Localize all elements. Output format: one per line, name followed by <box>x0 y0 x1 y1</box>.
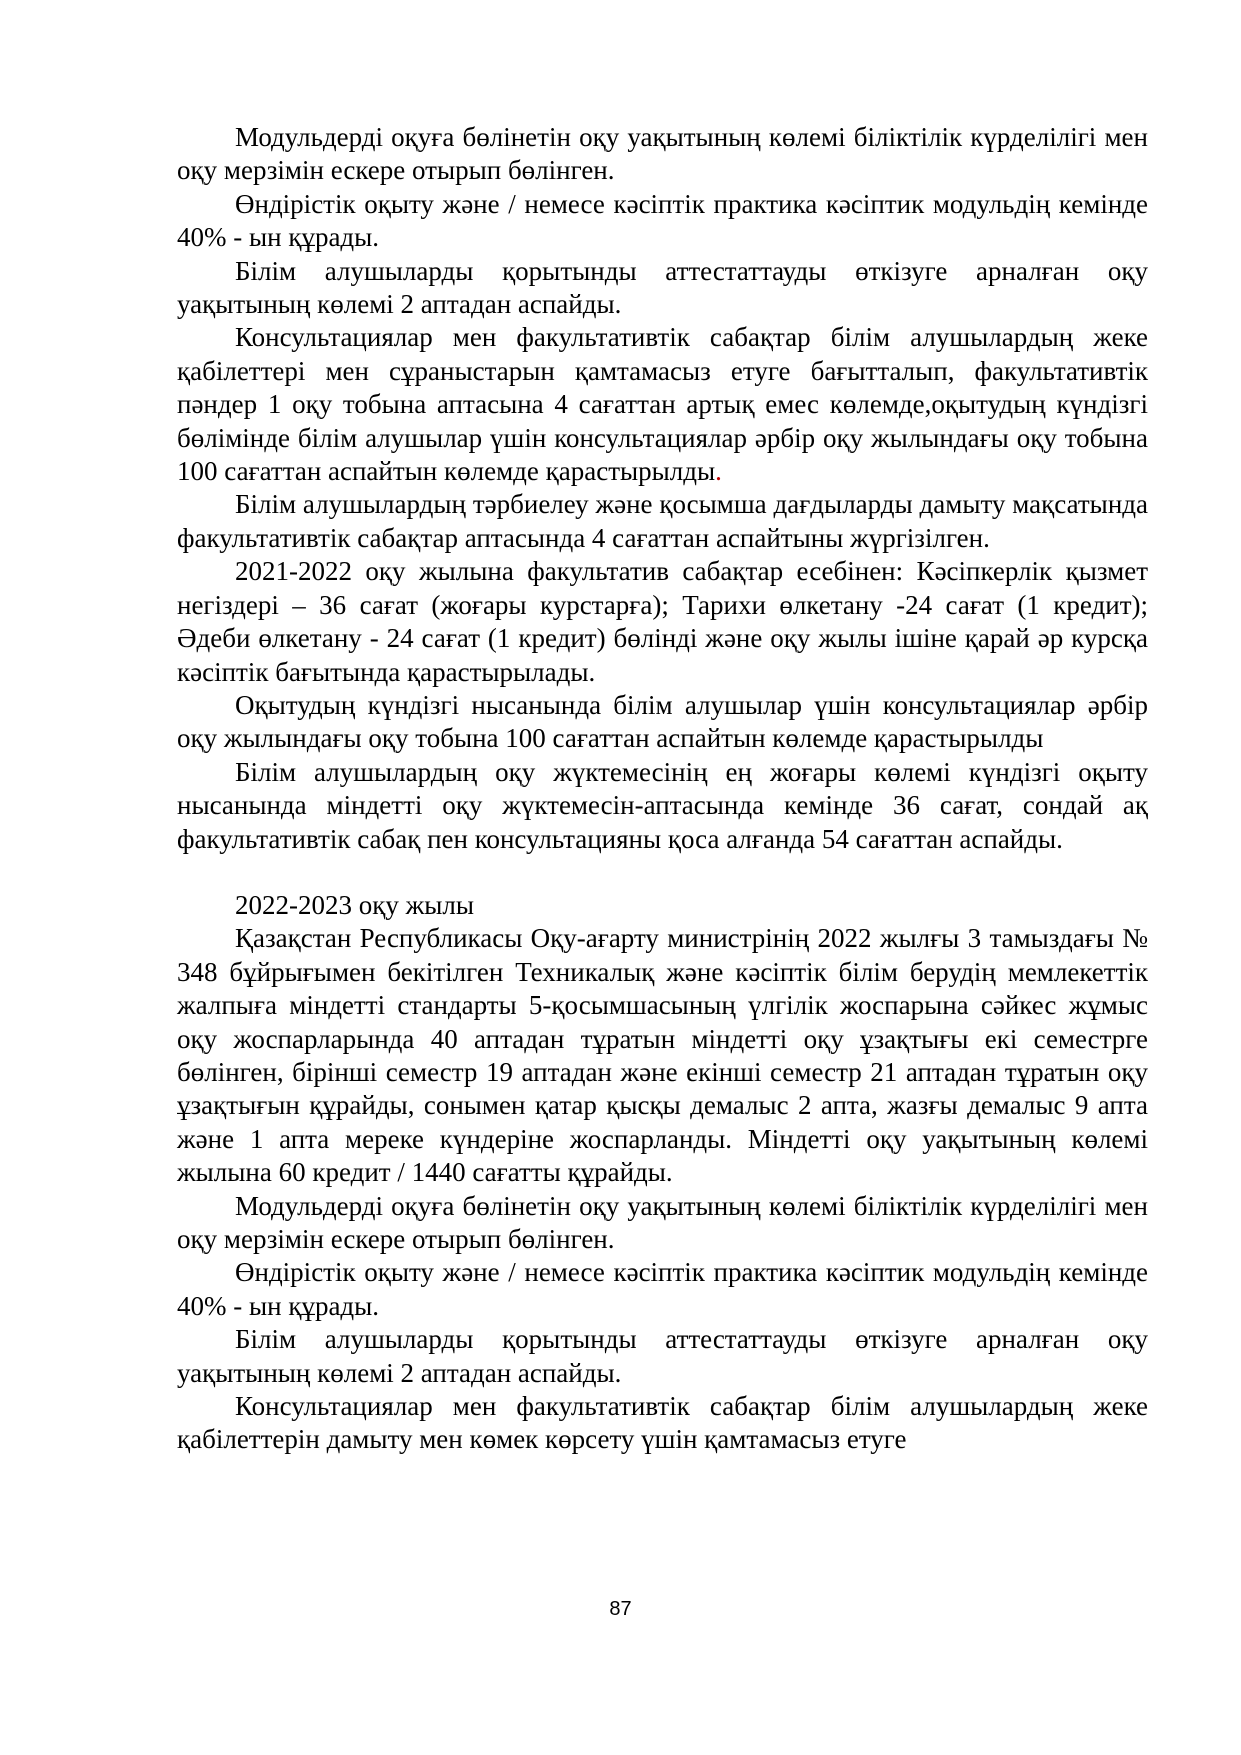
paragraph-text: Консультациялар мен факультативтік сабақтар білім алушылардың жеке қабілеттері мен сұраныстарын қамтамасыз етуге бағытталып, факультативтік пәндер 1 оқу тобына аптасына 4 сағаттан артық емес көлемде,оқытудың күндізгі бөлімінде білім алушылар үшін консультациялар әрбір оқу жылындағы оқу тобына 100 сағаттан аспайтын көлемде қарастырылды <box>177 322 1148 487</box>
paragraph: Білім алушылардың оқу жүктемесінің ең жоғары көлемі күндізгі оқыту нысанында міндетті оқу жүктемесін-аптасында кемінде 36 сағат, сондай ақ факультативтік сабақ пен консультацияны қоса алғанда 54 сағаттан аспайды. <box>177 756 1148 854</box>
paragraph: Модульдерді оқуға бөлінетін оқу уақытының көлемі біліктілік күрделілігі мен оқу мерзімін ескере отырып бөлінген. <box>177 122 1148 186</box>
paragraph: Оқытудың күндізгі нысанында білім алушылар үшін консультациялар әрбір оқу жылындағы оқу тобына 100 сағаттан аспайтын көлемде қарастырылды <box>177 689 1148 754</box>
paragraph: Білім алушыларды қорытынды аттестаттауды өткізуге арналған оқу уақытының көлемі 2 аптадан аспайды. <box>177 1324 1148 1388</box>
paragraph <box>177 321 1148 488</box>
red-period: . <box>715 456 722 487</box>
paragraph: 2021-2022 оқу жылына факультатив сабақтар есебінен: Кәсіпкерлік қызмет негіздері – 36 сағат (жоғары курстарға); Тарихи өлкетану -24 сағат (1 кредит); Әдеби өлкетану - 24 сағат (1 кредит) бөлінді және оқу жылы ішіне қарай әр курсқа кәсіптік бағытында қарастырылады. <box>177 556 1148 687</box>
section-heading: 2022-2023 оқу жылы <box>235 889 475 920</box>
paragraph: Өндірістік оқыту және / немесе кәсіптік практика кәсіптик модульдің кемінде 40% - ын құрады. <box>177 1257 1148 1321</box>
paragraph: Қазақстан Республикасы Оқу-ағарту министрінің 2022 жылғы 3 тамыздағы № 348 бұйрығымен бекітілген Техникалық және кәсіптік білім берудің мемлекеттік жалпыға міндетті стандарты 5-қосымшасының үлгілік жоспарына сәйкес жұмыс оқу жоспарларында 40 аптадан тұратын міндетті оқу ұзақтығы екі семестрге бөлінген, бірінші семестр 19 аптадан және екінші семестр 21 аптадан тұратын оқу ұзақтығын құрайды, сонымен қатар қысқы демалыс 2 апта, жазғы демалыс 9 апта және 1 апта мереке күндеріне жоспарланды. Міндетті оқу уақытының көлемі жылына 60 кредит / 1440 сағатты құрайды. <box>177 923 1148 1188</box>
paragraph: Білім алушыларды қорытынды аттестаттауды өткізуге арналған оқу уақытының көлемі 2 аптадан аспайды. <box>177 255 1148 320</box>
spacer <box>177 856 1148 889</box>
page-number: 87 <box>609 1598 632 1620</box>
paragraph: Модульдерді оқуға бөлінетін оқу уақытының көлемі біліктілік күрделілігі мен оқу мерзімін ескере отырып бөлінген. <box>177 1190 1148 1254</box>
paragraph: Білім алушылардың тәрбиелеу және қосымша дағдыларды дамыту мақсатында факультативтік сабақтар аптасында 4 сағаттан аспайтыны жүргізілген. <box>177 489 1148 553</box>
paragraph: Өндірістік оқыту және / немесе кәсіптік практика кәсіптик модульдің кемінде 40% - ын құрады. <box>177 188 1148 253</box>
document-body <box>177 121 1148 1457</box>
paragraph: Консультациялар мен факультативтік сабақтар білім алушылардың жеке қабілеттерін дамыту мен көмек көрсету үшін қамтамасыз етуге <box>177 1391 1148 1455</box>
